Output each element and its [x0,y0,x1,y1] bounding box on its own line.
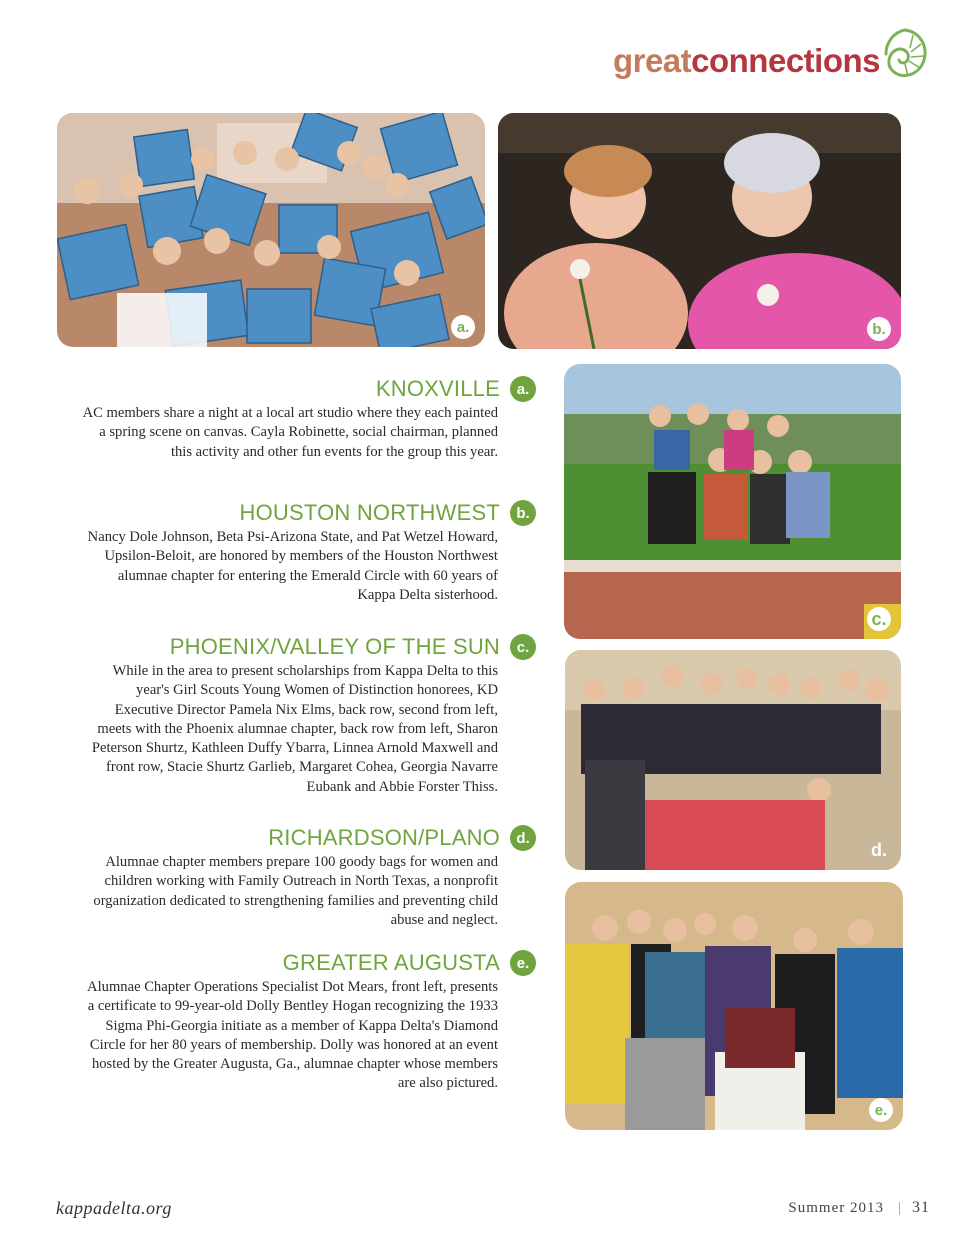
item-letter-badge: d. [510,825,536,851]
item-title: HOUSTON NORTHWEST [239,500,500,525]
photo-phoenix [564,364,901,639]
photo-houston-northwest [498,113,901,349]
section-title-great: great [612,42,692,79]
photo-a-image [57,113,485,347]
item-richardson-plano [80,825,536,930]
item-knoxville [80,376,536,462]
photo-c-image [564,364,901,639]
footer-issue [788,1199,930,1217]
item-greater-augusta [80,950,536,1094]
photo-e-image [565,882,903,1130]
section-title-connections: connections [691,42,880,79]
item-caption: While in the area to present scholarships from Kappa Delta to this year's Girl Scouts Young Women of Distinction honorees, KD Executive Director Pamela Nix Elms, back row, second from left, meets with the Phoenix alumnae chapter, back row from left, Sharon Peterson Shurtz, Kathleen Duffy Ybarra, Linnea Arnold Maxwell and front row, Stacie Shurtz Garlieb, Margaret Cohea, Georgia Navarre Eubank and Abbie Forster Thiss. [91,663,498,795]
nautilus-shell-icon [880,26,930,84]
item-title: GREATER AUGUSTA [282,950,500,975]
item-letter-badge: a. [510,376,536,402]
item-caption: Alumnae Chapter Operations Specialist Dot Mears, front left, presents a certificate to 99-year-old Dolly Bentley Hogan recognizing the 1933 Sigma Phi-Georgia initiate as a member of Kappa Delta's Diamond Circle for her 80 years of membership. Dolly was honored at an event hosted by the Greater Augusta, Ga., alumnae chapter whose members are also pictured. [87,979,498,1092]
item-letter-badge: e. [510,950,536,976]
photo-b-image [498,113,901,349]
photo-d-label: d. [871,839,887,860]
footer-separator: | [897,1200,902,1216]
section-title [613,42,880,80]
page-number: 31 [912,1199,930,1216]
photo-d-image [565,650,901,870]
photo-richardson-plano [565,650,901,870]
item-caption: Alumnae chapter members prepare 100 goody bags for women and children working with Family Outreach in North Texas, a nonprofit organization dedicated to strengthening families and preventing child abuse and neglect. [93,854,498,928]
item-title: KNOXVILLE [375,376,500,401]
item-houston-northwest [80,500,536,605]
item-letter-badge: c. [510,634,536,660]
item-caption: Nancy Dole Johnson, Beta Psi-Arizona State, and Pat Wetzel Howard, Upsilon-Beloit, are honored by members of the Houston Northwest alumnae chapter for entering the Emerald Circle with 60 years of Kappa Delta sisterhood. [87,529,498,603]
photo-greater-augusta [565,882,903,1130]
item-title: PHOENIX/VALLEY OF THE SUN [169,634,500,659]
item-phoenix [80,634,536,797]
photo-b-label: b. [867,317,891,341]
photo-a-label: a. [451,315,475,339]
photo-e-label: e. [869,1098,893,1122]
photo-c-label: c. [867,607,891,631]
item-title: RICHARDSON/PLANO [268,825,500,850]
photo-knoxville [57,113,485,347]
footer-site: kappadelta.org [56,1198,172,1218]
footer-issue-label: Summer 2013 [788,1200,884,1216]
item-letter-badge: b. [510,500,536,526]
item-caption: AC members share a night at a local art studio where they each painted a spring scene on canvas. Cayla Robinette, social chairman, planned this activity and other fun events for the group this year. [82,405,498,460]
